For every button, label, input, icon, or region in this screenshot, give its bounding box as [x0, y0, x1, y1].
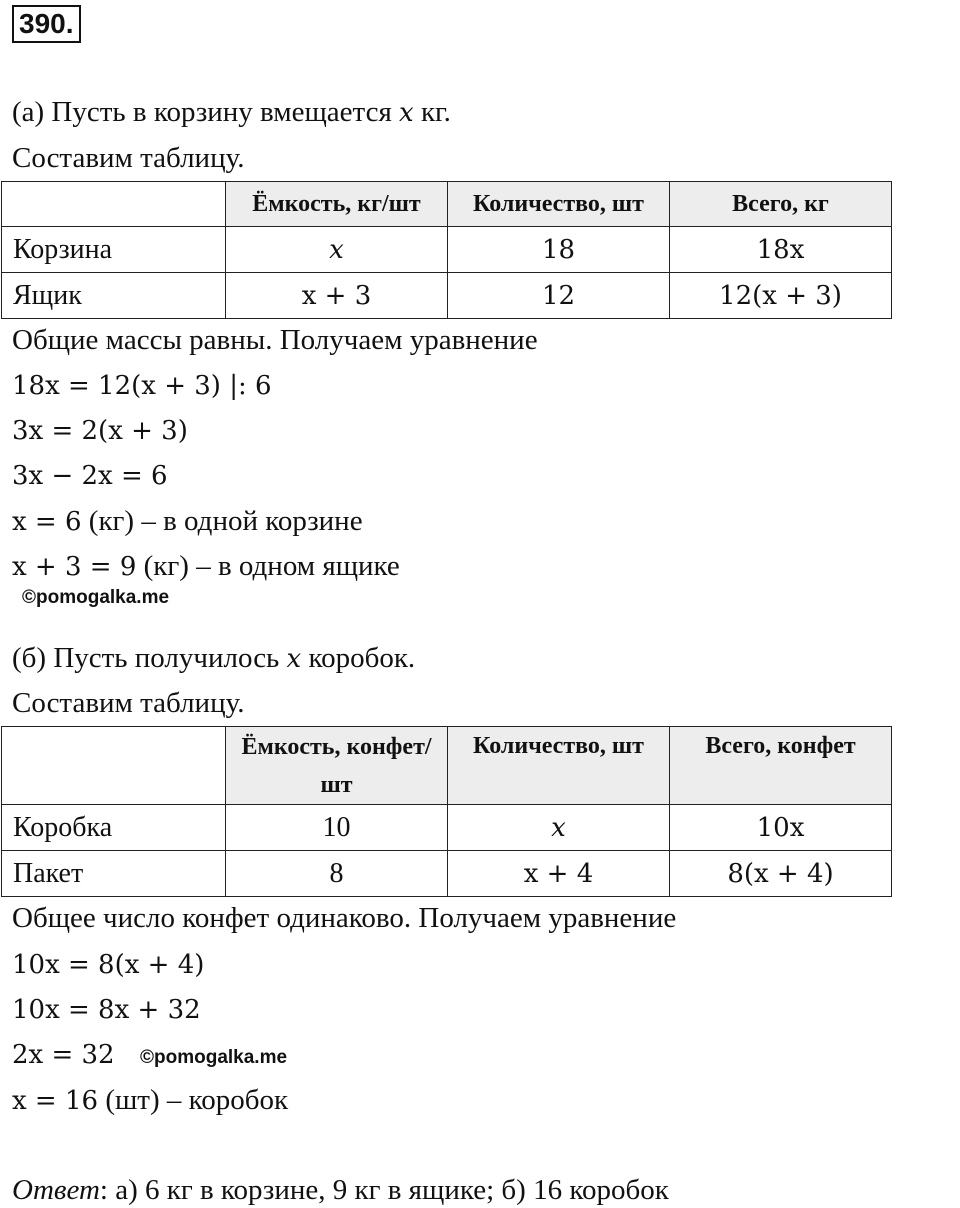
step-math: 18x = 12(x + 3) |: 6 — [12, 371, 272, 401]
part-b-table-intro: Составим таблицу. — [12, 687, 245, 719]
step-math: x = 6 — [12, 507, 82, 537]
equation-step — [12, 1082, 288, 1119]
part-a-intro-suffix: кг. — [413, 96, 451, 128]
cell-total: 10x — [670, 805, 892, 851]
header-capacity: Ёмкость, кг/шт — [226, 182, 448, 227]
cell-count: x — [448, 805, 670, 851]
part-a-table — [1, 181, 892, 319]
step-text: (шт) – коробок — [98, 1084, 289, 1116]
watermark: ©pomogalka.me — [140, 1047, 288, 1068]
cell-capacity: x — [226, 227, 448, 273]
cell-count: x + 4 — [448, 851, 670, 897]
table-row — [2, 227, 892, 273]
header-count: Количество, шт — [448, 182, 670, 227]
part-a-equation-intro: Общие массы равны. Получаем уравнение — [12, 324, 538, 356]
equation-step — [12, 1036, 115, 1073]
cell-capacity: 8 — [226, 851, 448, 897]
row-label: Корзина — [2, 227, 226, 273]
header-count: Количество, шт — [448, 727, 670, 805]
part-b-table — [1, 726, 892, 897]
part-b-intro-var: x — [286, 644, 302, 674]
answer-text: : а) 6 кг в корзине, 9 кг в ящике; б) 16 коробок — [99, 1174, 669, 1206]
part-a-intro — [12, 94, 451, 131]
part-a-table-header — [2, 182, 892, 227]
step-math: 10x = 8x + 32 — [12, 995, 201, 1025]
cell-total: 12(x + 3) — [670, 273, 892, 319]
header-capacity: Ёмкость, конфет/шт — [226, 727, 448, 805]
header-cell-empty — [2, 182, 226, 227]
part-b-equation-intro: Общее число конфет одинаково. Получаем уравнение — [12, 902, 677, 934]
cell-capacity: x + 3 — [226, 273, 448, 319]
part-a-intro-var: x — [399, 98, 414, 128]
step-text: (кг) – в одном ящике — [136, 550, 400, 582]
row-label: Ящик — [2, 273, 226, 319]
cell-count: 18 — [448, 227, 670, 273]
step-math: 10x = 8(x + 4) — [12, 950, 205, 980]
part-b-table-header — [2, 727, 892, 805]
problem-number: 390. — [12, 5, 81, 43]
part-a-table-intro: Составим таблицу. — [12, 142, 245, 174]
header-cell-empty — [2, 727, 226, 805]
equation-step — [12, 412, 188, 449]
answer-line — [12, 1172, 669, 1208]
part-b-intro-prefix: (б) Пусть получилось — [12, 642, 287, 674]
equation-step — [12, 991, 201, 1028]
answer-label: Ответ — [12, 1174, 100, 1206]
cell-count: 12 — [448, 273, 670, 319]
step-math: 2x = 32 — [12, 1040, 115, 1070]
watermark: ©pomogalka.me — [22, 587, 170, 608]
part-a-intro-prefix: (а) Пусть в корзину вмещается — [12, 96, 400, 128]
step-math: 3x − 2x = 6 — [12, 461, 168, 491]
row-label: Коробка — [2, 805, 226, 851]
header-total: Всего, конфет — [670, 727, 892, 805]
step-math: x + 3 = 9 — [12, 552, 137, 582]
table-row — [2, 273, 892, 319]
equation-step — [12, 367, 272, 404]
equation-step — [12, 946, 204, 983]
part-b-intro — [12, 640, 415, 677]
row-label: Пакет — [2, 851, 226, 897]
table-row — [2, 805, 892, 851]
equation-step — [12, 548, 400, 585]
table-row — [2, 851, 892, 897]
step-math: 3x = 2(x + 3) — [12, 416, 188, 446]
cell-total: 8(x + 4) — [670, 851, 892, 897]
step-text: (кг) – в одной корзине — [81, 505, 363, 537]
cell-total: 18x — [670, 227, 892, 273]
cell-capacity: 10 — [226, 805, 448, 851]
step-math: x = 16 — [12, 1086, 99, 1116]
part-b-intro-suffix: коробок. — [301, 642, 416, 674]
header-total: Всего, кг — [670, 182, 892, 227]
equation-step — [12, 503, 363, 540]
equation-step — [12, 457, 168, 494]
